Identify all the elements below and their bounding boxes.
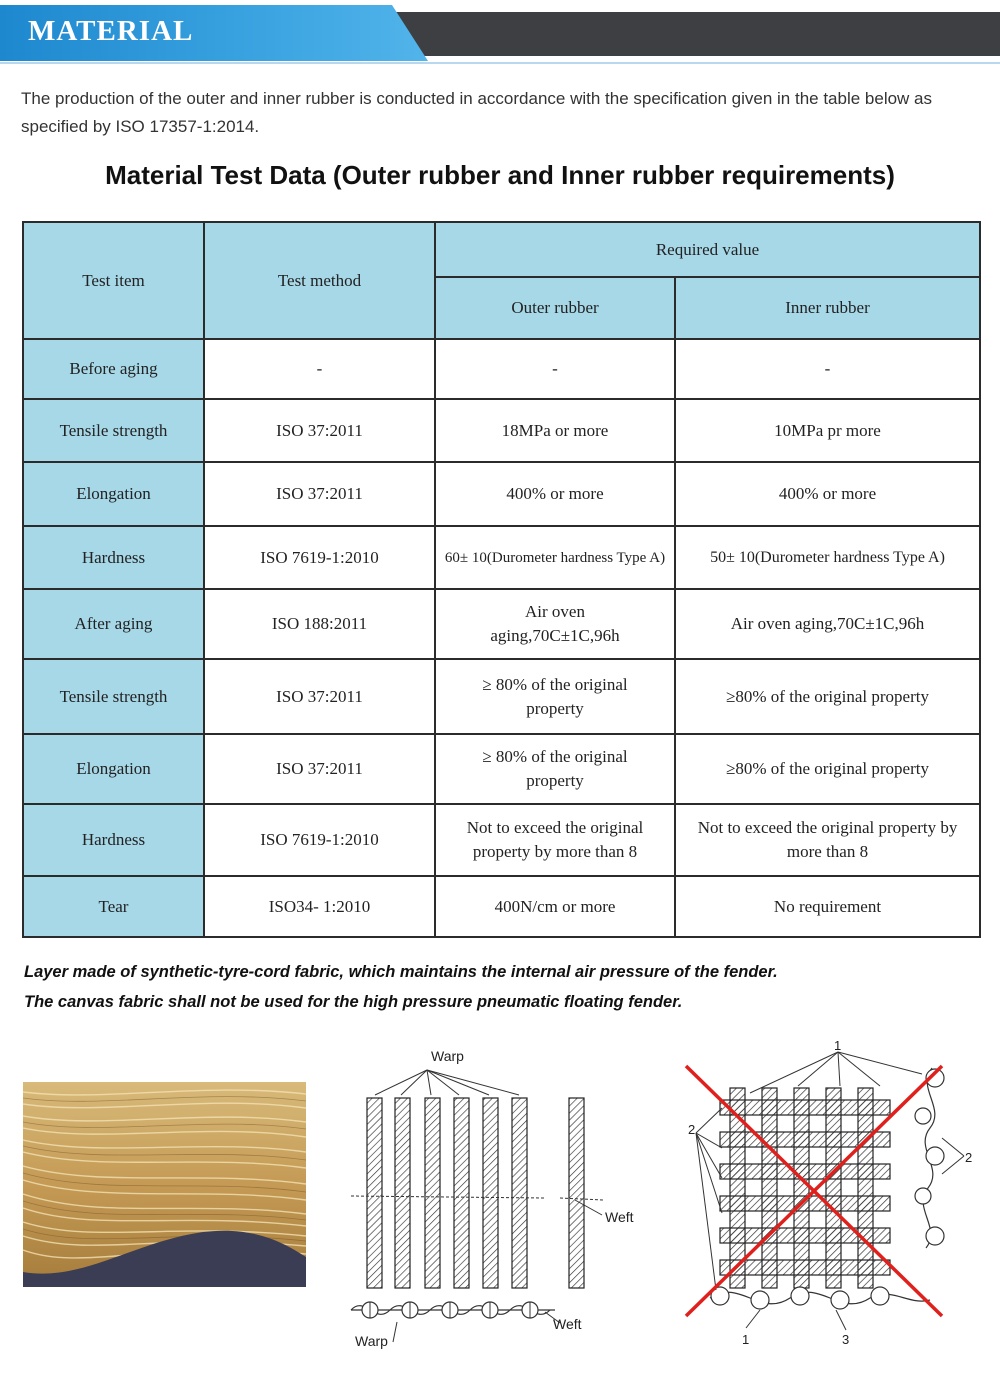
- note-line: Layer made of synthetic-tyre-cord fabric, which maintains the internal air pressure of the fender.: [24, 963, 778, 981]
- row-outer: -: [435, 339, 675, 399]
- table-row: [23, 339, 980, 399]
- row-item: Hardness: [23, 804, 204, 876]
- row-item: Hardness: [23, 526, 204, 589]
- label-num-3-bottom: 3: [842, 1332, 850, 1347]
- row-method: ISO 37:2011: [204, 659, 435, 734]
- canvas-fabric-svg: [680, 1038, 980, 1358]
- tyre-cord-fabric-photo: [23, 1082, 306, 1287]
- header-test-item: Test item: [23, 222, 204, 339]
- section-banner: [0, 0, 1000, 64]
- row-inner: ≥80% of the original property: [675, 659, 980, 734]
- fabric-notes: [24, 957, 984, 1017]
- label-num-1-top: 1: [834, 1038, 842, 1053]
- row-method: ISO 37:2011: [204, 399, 435, 462]
- table-heading: Material Test Data (Outer rubber and Inner rubber requirements): [105, 160, 895, 190]
- header-inner-rubber: Inner rubber: [675, 277, 980, 339]
- section-title: MATERIAL: [28, 15, 194, 47]
- row-method: ISO 7619-1:2010: [204, 804, 435, 876]
- row-item: Before aging: [23, 339, 204, 399]
- table-row: [23, 462, 980, 526]
- row-inner: ≥80% of the original property: [675, 734, 980, 804]
- row-inner: No requirement: [675, 876, 980, 937]
- table-row: [23, 589, 980, 659]
- row-method: ISO 188:2011: [204, 589, 435, 659]
- row-method: ISO 37:2011: [204, 734, 435, 804]
- table-row: [23, 399, 980, 462]
- row-outer: 400% or more: [435, 462, 675, 526]
- table-row: [23, 659, 980, 734]
- tyre-cord-diagram: [345, 1040, 645, 1360]
- row-inner: 400% or more: [675, 462, 980, 526]
- row-outer: ≥ 80% of the original property: [435, 734, 675, 804]
- row-inner: -: [675, 339, 980, 399]
- row-outer: Not to exceed the original property by more than 8: [435, 804, 675, 876]
- label-num-2-left: 2: [688, 1122, 696, 1137]
- banner-underline: [0, 62, 1000, 64]
- row-method: ISO 37:2011: [204, 462, 435, 526]
- label-warp-top: Warp: [431, 1048, 464, 1064]
- row-outer: Air oven aging,70C±1C,96h: [435, 589, 675, 659]
- note-line: The canvas fabric shall not be used for the high pressure pneumatic floating fender.: [24, 993, 683, 1011]
- row-inner: Not to exceed the original property by more than 8: [675, 804, 980, 876]
- row-outer: 400N/cm or more: [435, 876, 675, 937]
- row-item: After aging: [23, 589, 204, 659]
- row-item: Elongation: [23, 462, 204, 526]
- row-method: -: [204, 339, 435, 399]
- table-row: [23, 876, 980, 937]
- table-row: [23, 804, 980, 876]
- banner-dark-bar: [380, 12, 1000, 56]
- fabric-photo-svg: [23, 1082, 306, 1287]
- row-outer: ≥ 80% of the original property: [435, 659, 675, 734]
- row-item: Tensile strength: [23, 399, 204, 462]
- header-outer-rubber: Outer rubber: [435, 277, 675, 339]
- label-warp-bottom: Warp: [355, 1333, 388, 1349]
- tyre-cord-svg: [345, 1040, 645, 1360]
- row-inner: 50± 10(Durometer hardness Type A): [675, 526, 980, 589]
- canvas-fabric-diagram: [680, 1038, 980, 1358]
- label-num-1-bottom: 1: [742, 1332, 750, 1347]
- label-num-2-right: 2: [965, 1150, 973, 1165]
- row-item: Elongation: [23, 734, 204, 804]
- header-required-value: Required value: [435, 222, 980, 277]
- header-test-method: Test method: [204, 222, 435, 339]
- row-inner: Air oven aging,70C±1C,96h: [675, 589, 980, 659]
- row-item: Tensile strength: [23, 659, 204, 734]
- row-item: Tear: [23, 876, 204, 937]
- row-outer: 18MPa or more: [435, 399, 675, 462]
- row-method: ISO34- 1:2010: [204, 876, 435, 937]
- label-weft-right: Weft: [605, 1209, 634, 1225]
- row-method: ISO 7619-1:2010: [204, 526, 435, 589]
- table-row: [23, 526, 980, 589]
- table-row: [23, 734, 980, 804]
- label-weft-bottom: Weft: [553, 1316, 582, 1332]
- row-inner: 10MPa pr more: [675, 399, 980, 462]
- intro-paragraph: The production of the outer and inner rubber is conducted in accordance with the specification given in the table below as specified by ISO 17357-1:2014.: [21, 89, 933, 136]
- row-outer: 60± 10(Durometer hardness Type A): [435, 526, 675, 589]
- material-test-table: [22, 221, 981, 938]
